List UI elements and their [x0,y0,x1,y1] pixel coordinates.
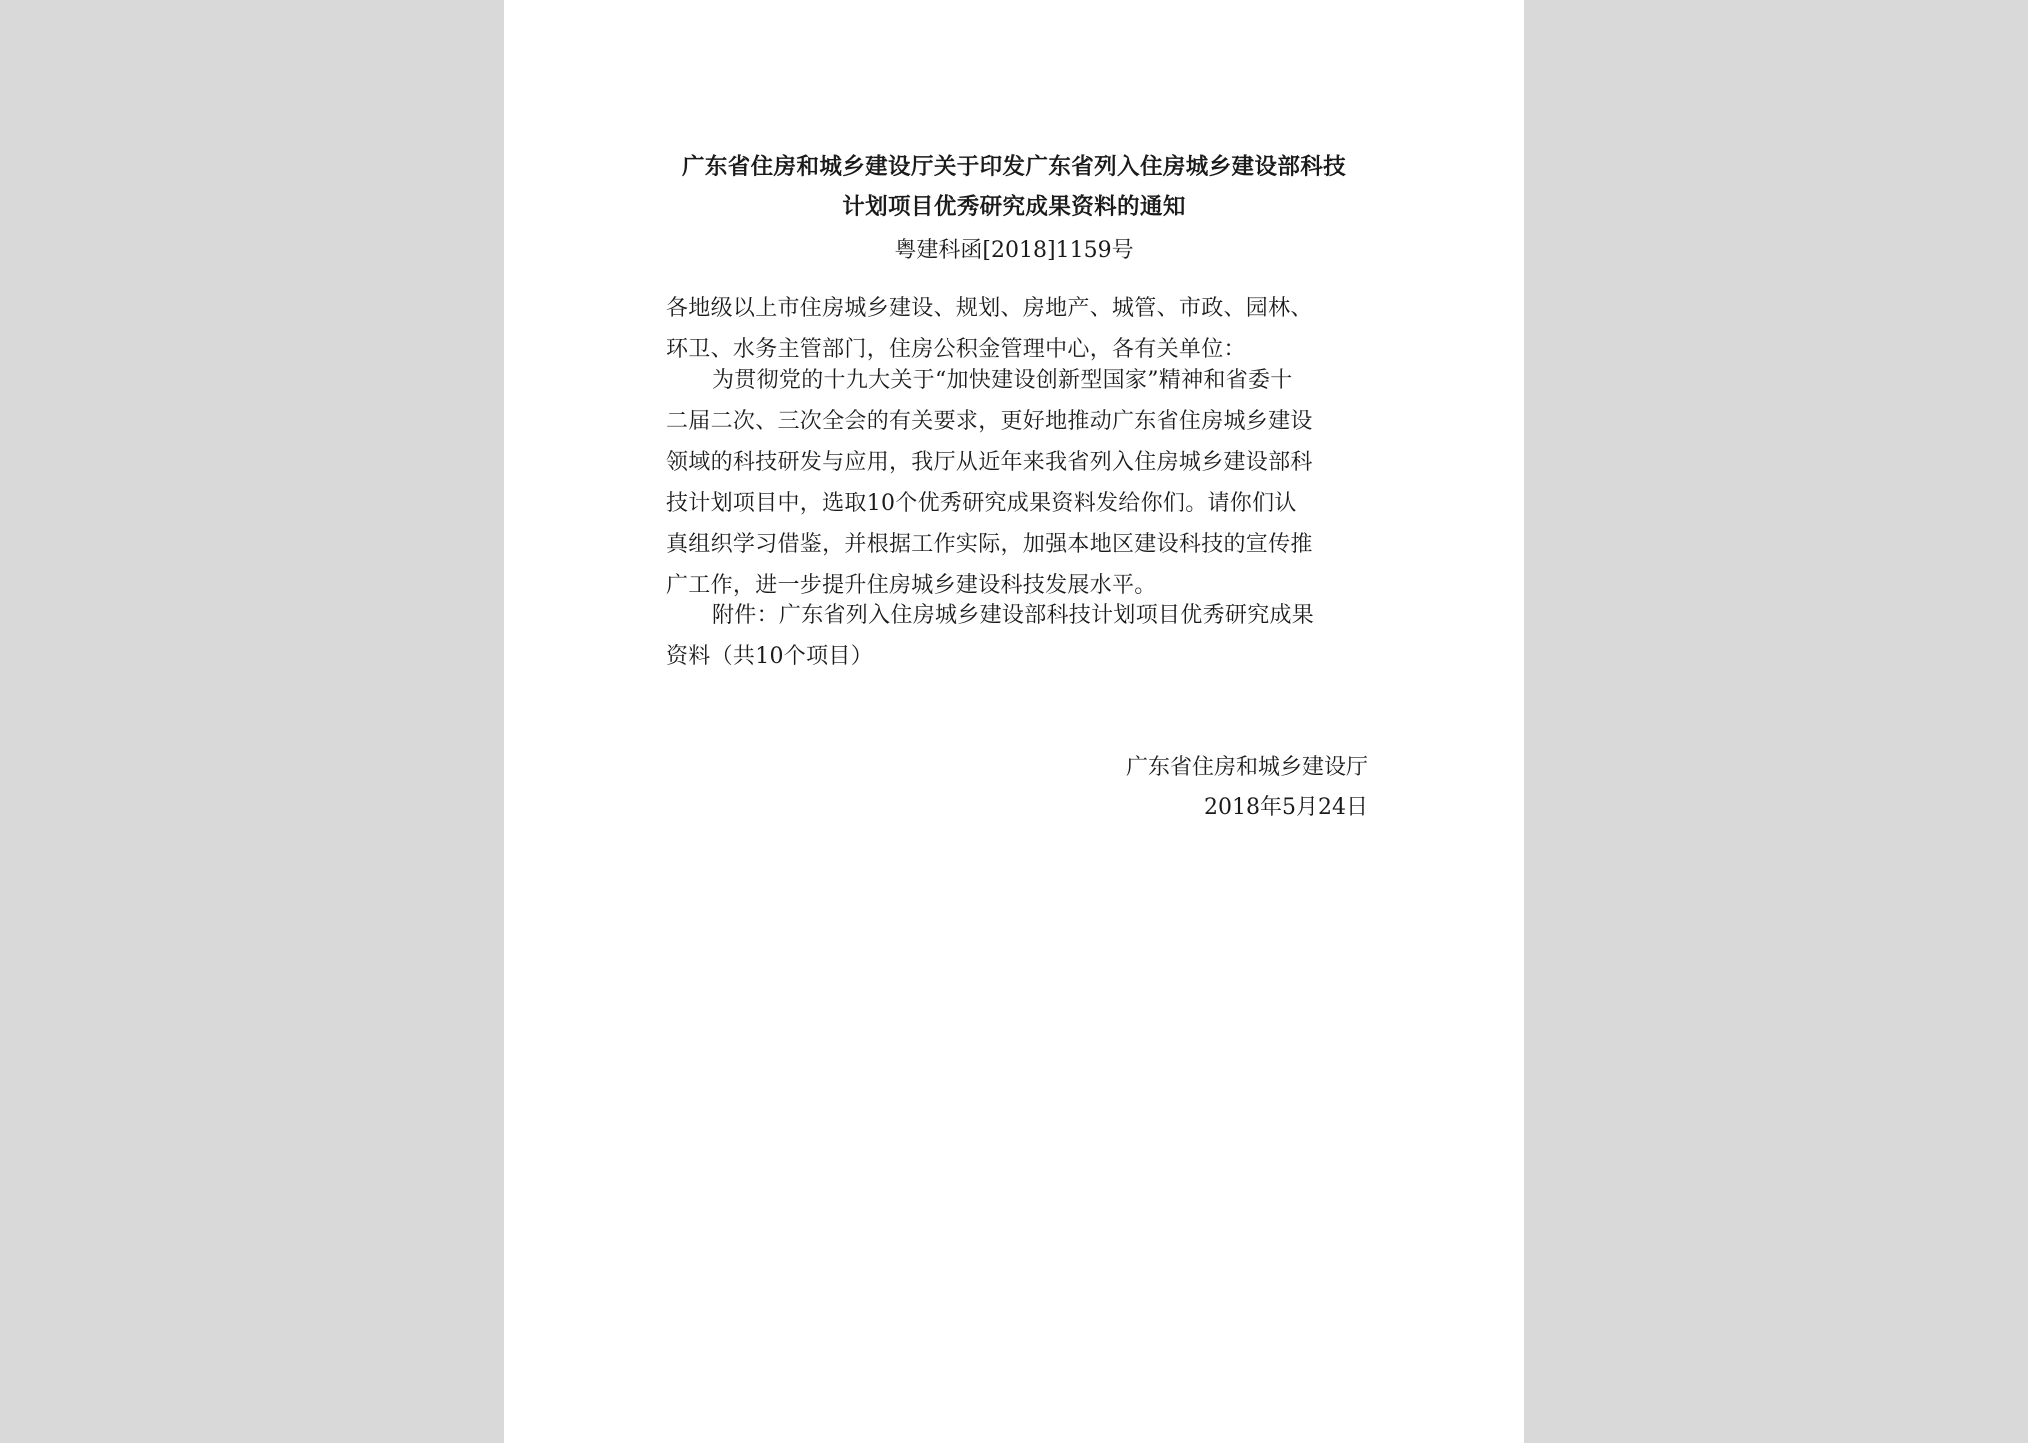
body-paragraph [666,360,1368,606]
signature-date: 2018年5月24日 [1204,795,1368,820]
document-number: 粤建科函[2018]1159号 [894,238,1134,263]
signature-organization: 广东省住房和城乡建设厅 [1125,755,1368,780]
attachment-line-2: 资料（共10个项目） [666,644,873,669]
title-line-1: 广东省住房和城乡建设厅关于印发广东省列入住房城乡建设部科技 [681,154,1347,180]
attachment-note [666,595,1368,677]
body-line-2: 二届二次、三次全会的有关要求，更好地推动广东省住房城乡建设 [666,409,1313,434]
salutation-line-2: 环卫、水务主管部门，住房公积金管理中心，各有关单位： [666,337,1246,362]
salutation-line-1: 各地级以上市住房城乡建设、规划、房地产、城管、市政、园林、 [666,296,1313,321]
title-line-2: 计划项目优秀研究成果资料的通知 [842,194,1186,220]
document-page [504,0,1524,1443]
body-line-3: 领域的科技研发与应用，我厅从近年来我省列入住房城乡建设部科 [666,450,1313,475]
body-line-6: 广工作，进一步提升住房城乡建设科技发展水平。 [666,573,1157,598]
document-title [654,147,1374,227]
body-line-4: 技计划项目中，选取10个优秀研究成果资料发给你们。请你们认 [666,491,1297,516]
attachment-line-1: 附件：广东省列入住房城乡建设部科技计划项目优秀研究成果 [712,603,1315,628]
body-line-5: 真组织学习借鉴，并根据工作实际，加强本地区建设科技的宣传推 [666,532,1313,557]
body-line-1: 为贯彻党的十九大关于“加快建设创新型国家”精神和省委十 [712,368,1293,393]
salutation [666,288,1368,370]
